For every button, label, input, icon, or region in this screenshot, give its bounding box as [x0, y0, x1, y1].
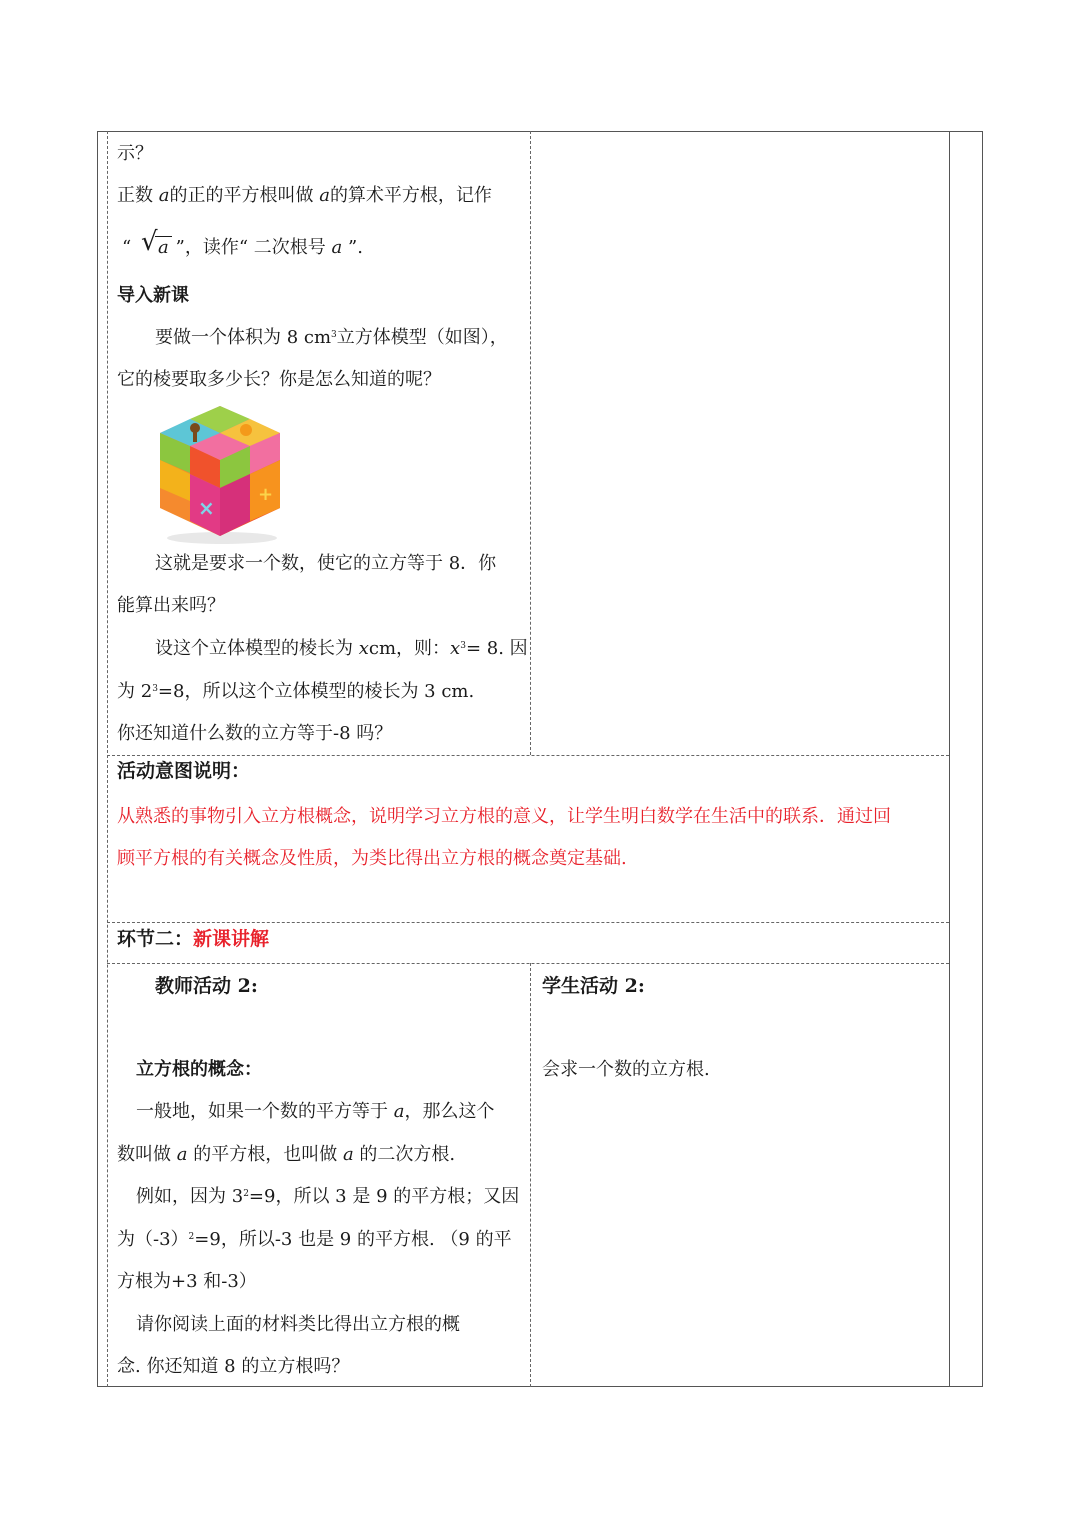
paragraph-line: 一般地，如果一个数的平方等于 a，那么这个 [136, 1101, 495, 1122]
text-line: 示？ [117, 143, 153, 164]
paragraph-line: 设这个立体模型的棱长为 xcm，则：$x^3= 8$. 因 [155, 638, 528, 659]
left-inner-line [107, 131, 108, 1387]
row-divider-2 [107, 922, 949, 923]
paragraph-line: 请你阅读上面的材料类比得出立方根的概 [136, 1314, 460, 1335]
import-heading: 导入新课 [117, 285, 189, 306]
paragraph-line: 为 $2^3=8$，所以这个立体模型的棱长为 3 cm. [117, 681, 475, 702]
intent-heading: 活动意图说明： [117, 760, 251, 782]
intent-text-line: 从熟悉的事物引入立方根概念，说明学习立方根的意义，让学生明白数学在生活中的联系．通过回 [117, 806, 891, 827]
paragraph-line: 你还知道什么数的立方等于-8 吗？ [117, 723, 393, 744]
paragraph-line: 念. 你还知道 8 的立方根吗？ [117, 1356, 350, 1377]
sqrt-notation-line: “ √ a ”，读作“ 二次根号 a ”. [122, 227, 363, 258]
stage-heading: 环节二：新课讲解 [117, 928, 270, 950]
column-divider-bottom [530, 963, 531, 1387]
paragraph-line: 能算出来吗？ [117, 595, 225, 616]
paragraph-line: 为$(-3)^2=9$，所以-3 也是 9 的平方根. （9 的平 [117, 1229, 512, 1250]
student-heading: 学生活动 2: [542, 975, 645, 997]
intent-text-line: 顾平方根的有关概念及性质，为类比得出立方根的概念奠定基础. [117, 848, 627, 869]
paragraph-line: 要做一个体积为 8 $cm^3$立方体模型（如图）， [155, 327, 508, 348]
paragraph-line: 数叫做 a 的平方根，也叫做 a 的二次方根. [117, 1144, 456, 1165]
rubik-cube-illustration-icon [150, 398, 290, 548]
row-divider-3 [107, 963, 949, 964]
arithmetic-sqrt-definition: 正数 a的正的平方根叫做 a的算术平方根，记作 [117, 185, 492, 206]
paragraph-line: 这就是要求一个数，使它的立方等于 8．你 [155, 553, 497, 574]
paragraph-line: 方根为+3 和-3） [117, 1271, 257, 1292]
paragraph-line: 例如，因为 $3^2=9$，所以 3 是 9 的平方根；又因 [136, 1186, 520, 1207]
row-divider-1 [107, 755, 949, 756]
concept-heading: 立方根的概念： [136, 1059, 262, 1080]
sqrt-symbol-icon: √ a [141, 236, 172, 260]
teacher-heading: 教师活动 2: [155, 975, 258, 997]
student-activity-text: 会求一个数的立方根. [542, 1059, 710, 1080]
svg-text:+: + [258, 484, 274, 505]
column-divider-top [530, 131, 531, 755]
paragraph-line: 它的棱要取多少长？你是怎么知道的呢？ [117, 369, 441, 390]
svg-text:×: × [198, 496, 215, 520]
right-margin-line [949, 131, 950, 1387]
